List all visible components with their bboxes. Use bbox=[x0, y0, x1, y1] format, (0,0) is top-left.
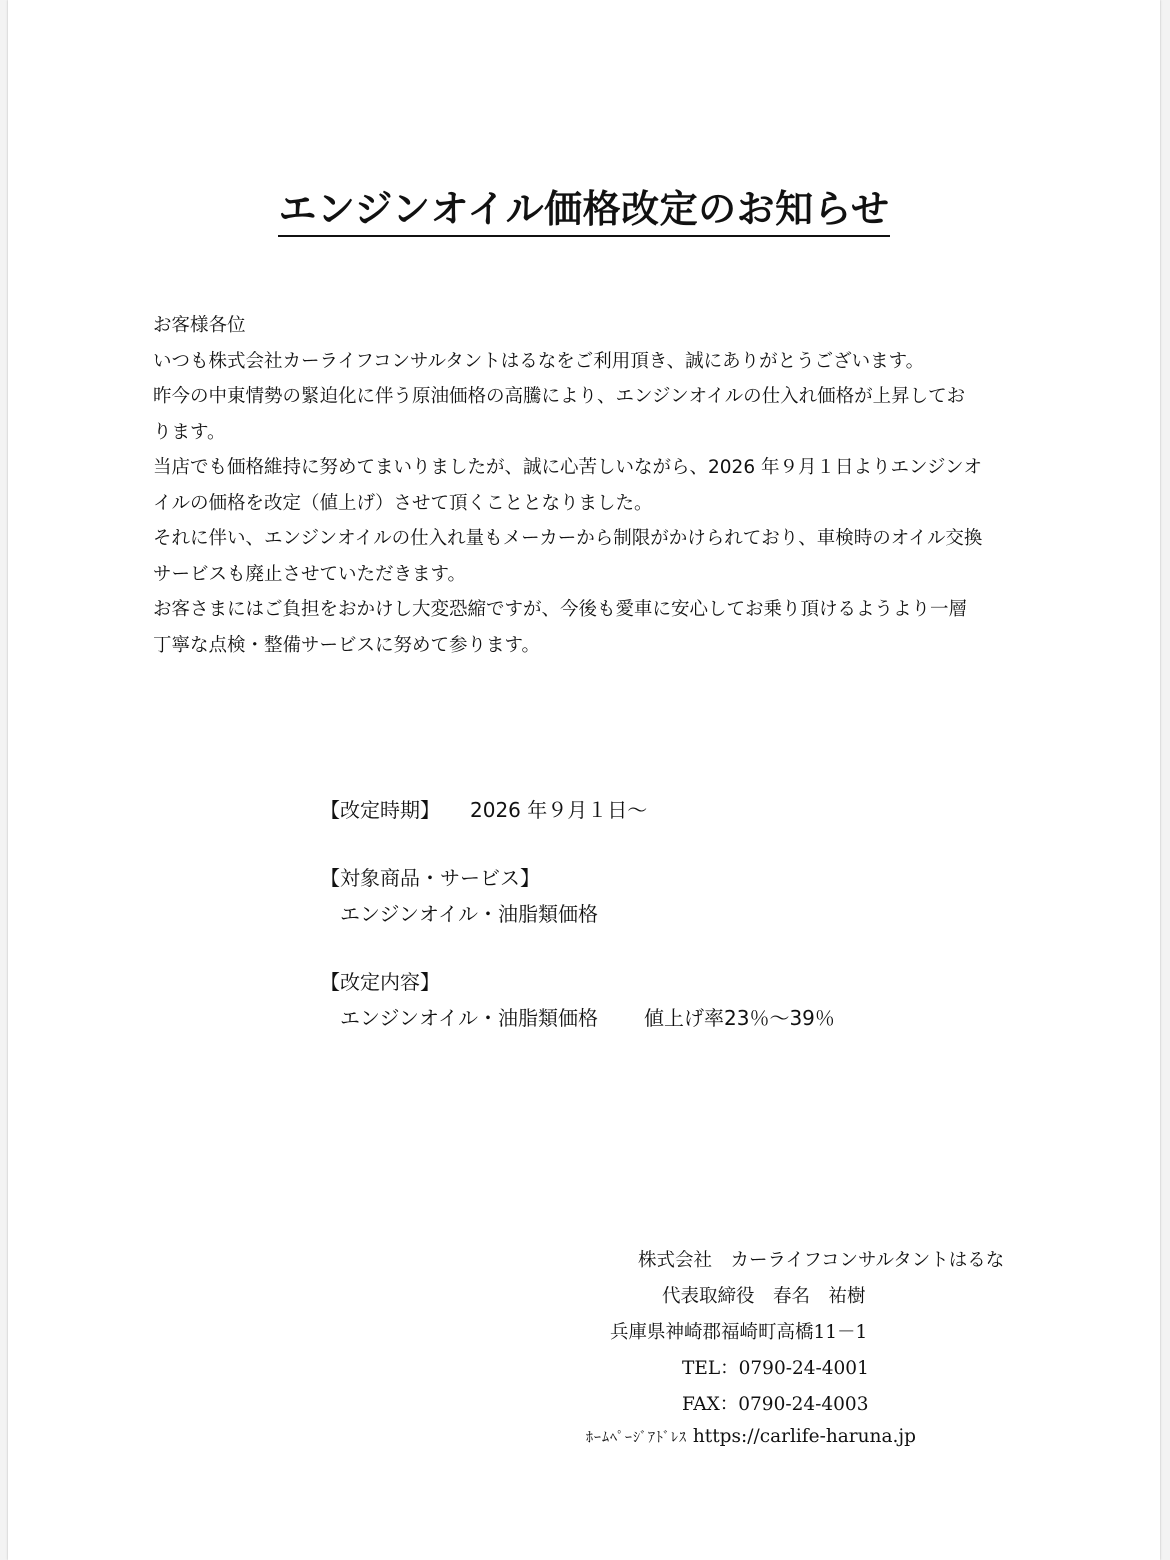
representative: 代表取締役 春名 祐樹 bbox=[662, 1286, 866, 1307]
homepage-url: https://carlife-haruna.jp bbox=[692, 1426, 916, 1447]
period-value: 2026 年９月１日～ bbox=[470, 798, 648, 822]
homepage bbox=[586, 1426, 916, 1447]
body-line: ります。 bbox=[153, 421, 226, 443]
document-title bbox=[8, 178, 1160, 233]
target-value: エンジンオイル・油脂類価格 bbox=[340, 902, 598, 926]
price-increase-rate: 値上げ率23％～39％ bbox=[644, 1006, 835, 1030]
body-line: それに伴い、エンジンオイルの仕入れ量もメーカーから制限がかけられており、車検時のオイル交換 bbox=[153, 528, 983, 549]
body-line: 丁寧な点検・整備サービスに努めて参ります。 bbox=[153, 634, 541, 656]
company-name: 株式会社 カーライフコンサルタントはるな bbox=[638, 1250, 1005, 1271]
document-page bbox=[8, 0, 1160, 1560]
period-label: 【改定時期】 bbox=[320, 798, 440, 822]
body-line: お客さまにはご負担をおかけし大変恐縮ですが、今後も愛車に安心してお乗り頂けるようより一層 bbox=[153, 599, 968, 620]
body-line: 当店でも価格維持に努めてまいりましたが、誠に心苦しいながら、2026 年９月１日よりエンジンオ bbox=[153, 457, 983, 478]
content-row bbox=[320, 1000, 835, 1036]
revision-details bbox=[320, 792, 835, 1068]
body-line: イルの価格を改定（値上げ）させて頂くこととなりました。 bbox=[153, 492, 653, 514]
body-line: 昨今の中東情勢の緊迫化に伴う原油価格の高騰により、エンジンオイルの仕入れ価格が上昇してお bbox=[153, 386, 966, 407]
target-products bbox=[320, 860, 835, 932]
letter-body bbox=[153, 308, 1013, 663]
homepage-label: ﾎｰﾑﾍﾟｰｼﾞｱﾄﾞﾚｽ bbox=[586, 1430, 687, 1446]
fax-number: FAX：0790-24-4003 bbox=[682, 1394, 869, 1415]
content-item: エンジンオイル・油脂類価格 bbox=[340, 1006, 598, 1030]
document-title-text: エンジンオイル価格改定のお知らせ bbox=[278, 187, 889, 237]
tel-number: TEL：0790-24-4001 bbox=[682, 1358, 869, 1379]
salutation: お客様各位 bbox=[153, 315, 246, 336]
revision-period bbox=[320, 792, 835, 828]
address: 兵庫県神崎郡福崎町高橋11－1 bbox=[610, 1322, 868, 1343]
target-label: 【対象商品・サービス】 bbox=[320, 866, 540, 890]
revision-content bbox=[320, 964, 835, 1036]
body-line: いつも株式会社カーライフコンサルタントはるなをご利用頂き、誠にありがとうございます。 bbox=[153, 350, 925, 372]
body-line: サービスも廃止させていただきます。 bbox=[153, 563, 467, 585]
content-label: 【改定内容】 bbox=[320, 970, 440, 994]
